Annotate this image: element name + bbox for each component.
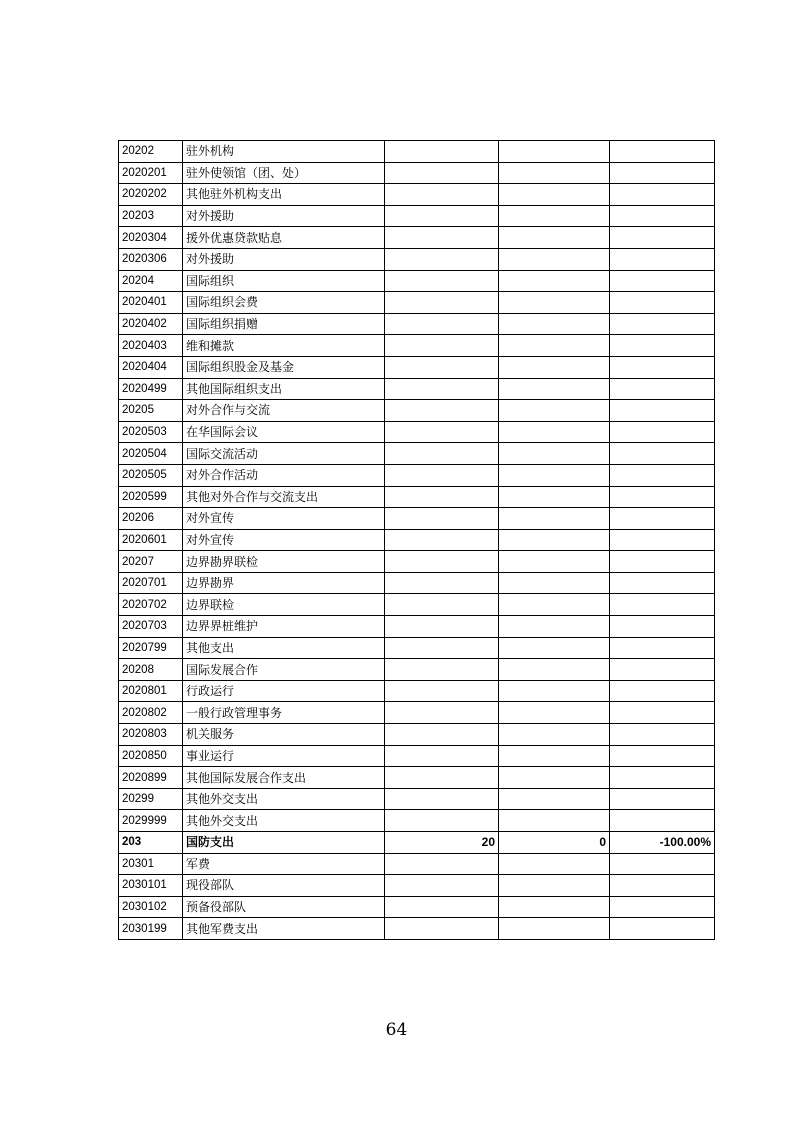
change-percent-cell [610, 853, 715, 875]
amount-cell-2 [499, 184, 610, 206]
amount-cell-2 [499, 616, 610, 638]
change-percent-cell [610, 508, 715, 530]
amount-cell-1 [385, 443, 499, 465]
amount-cell-2 [499, 400, 610, 422]
change-percent-cell [610, 356, 715, 378]
code-cell: 2020499 [119, 378, 183, 400]
amount-cell-2 [499, 248, 610, 270]
table-row [119, 356, 715, 378]
name-cell: 驻外机构 [183, 141, 385, 163]
name-cell: 其他国际组织支出 [183, 378, 385, 400]
table-row [119, 292, 715, 314]
amount-cell-2 [499, 788, 610, 810]
change-percent-cell [610, 184, 715, 206]
change-percent-cell [610, 421, 715, 443]
table-row [119, 896, 715, 918]
amount-cell-2 [499, 724, 610, 746]
change-percent-cell [610, 443, 715, 465]
change-percent-cell [610, 227, 715, 249]
code-cell: 2020601 [119, 529, 183, 551]
code-cell: 2020802 [119, 702, 183, 724]
code-cell: 2030199 [119, 918, 183, 940]
table-row [119, 724, 715, 746]
amount-cell-2 [499, 875, 610, 897]
code-cell: 20299 [119, 788, 183, 810]
amount-cell-2 [499, 421, 610, 443]
change-percent-cell [610, 529, 715, 551]
code-cell: 2020404 [119, 356, 183, 378]
table-row [119, 810, 715, 832]
code-cell: 2020505 [119, 464, 183, 486]
name-cell: 对外合作与交流 [183, 400, 385, 422]
amount-cell-2 [499, 378, 610, 400]
code-cell: 20205 [119, 400, 183, 422]
amount-cell-1 [385, 508, 499, 530]
amount-cell-2 [499, 141, 610, 163]
amount-cell-2 [499, 810, 610, 832]
name-cell: 其他军费支出 [183, 918, 385, 940]
name-cell: 事业运行 [183, 745, 385, 767]
code-cell: 2029999 [119, 810, 183, 832]
code-cell: 20202 [119, 141, 183, 163]
amount-cell-2 [499, 767, 610, 789]
amount-cell-1 [385, 788, 499, 810]
table-row [119, 875, 715, 897]
change-percent-cell [610, 810, 715, 832]
name-cell: 援外优惠贷款贴息 [183, 227, 385, 249]
amount-cell-1 [385, 853, 499, 875]
change-percent-cell [610, 572, 715, 594]
name-cell: 国际交流活动 [183, 443, 385, 465]
code-cell: 2020304 [119, 227, 183, 249]
amount-cell-2 [499, 918, 610, 940]
amount-cell-2 [499, 486, 610, 508]
change-percent-cell [610, 248, 715, 270]
code-cell: 2020703 [119, 616, 183, 638]
code-cell: 2030101 [119, 875, 183, 897]
amount-cell-2 [499, 529, 610, 551]
code-cell: 2020702 [119, 594, 183, 616]
amount-cell-2 [499, 443, 610, 465]
change-percent-cell [610, 616, 715, 638]
amount-cell-1 [385, 810, 499, 832]
table-row [119, 637, 715, 659]
amount-cell-1 [385, 313, 499, 335]
name-cell: 对外合作活动 [183, 464, 385, 486]
code-cell: 2020803 [119, 724, 183, 746]
page-number: 64 [385, 1020, 408, 1040]
change-percent-cell [610, 205, 715, 227]
name-cell: 其他对外合作与交流支出 [183, 486, 385, 508]
table-row [119, 248, 715, 270]
name-cell: 边界勘界 [183, 572, 385, 594]
change-percent-cell [610, 464, 715, 486]
name-cell: 国际组织 [183, 270, 385, 292]
amount-cell-1 [385, 637, 499, 659]
name-cell: 其他支出 [183, 637, 385, 659]
table-row [119, 227, 715, 249]
name-cell: 对外援助 [183, 248, 385, 270]
amount-cell-2 [499, 292, 610, 314]
change-percent-cell [610, 724, 715, 746]
amount-cell-1 [385, 227, 499, 249]
table-row [119, 335, 715, 357]
code-cell: 2020202 [119, 184, 183, 206]
table-row [119, 421, 715, 443]
name-cell: 国际组织股金及基金 [183, 356, 385, 378]
name-cell: 驻外使领馆（团、处） [183, 162, 385, 184]
amount-cell-1 [385, 702, 499, 724]
amount-cell-2 [499, 594, 610, 616]
amount-cell-1 [385, 918, 499, 940]
amount-cell-2 [499, 637, 610, 659]
name-cell: 边界界桩维护 [183, 616, 385, 638]
code-cell: 2020799 [119, 637, 183, 659]
code-cell: 20208 [119, 659, 183, 681]
amount-cell-1 [385, 356, 499, 378]
code-cell: 2020801 [119, 680, 183, 702]
change-percent-cell [610, 486, 715, 508]
amount-cell-1 [385, 724, 499, 746]
code-cell: 2020899 [119, 767, 183, 789]
amount-cell-1 [385, 572, 499, 594]
code-cell: 2020504 [119, 443, 183, 465]
name-cell: 维和摊款 [183, 335, 385, 357]
amount-cell-2 [499, 680, 610, 702]
table-row [119, 853, 715, 875]
amount-cell-1 [385, 184, 499, 206]
amount-cell-2 [499, 227, 610, 249]
name-cell: 对外宣传 [183, 508, 385, 530]
change-percent-cell [610, 400, 715, 422]
name-cell: 国际发展合作 [183, 659, 385, 681]
table-row [119, 313, 715, 335]
name-cell: 边界勘界联检 [183, 551, 385, 573]
code-cell: 2020402 [119, 313, 183, 335]
code-cell: 20301 [119, 853, 183, 875]
amount-cell-1 [385, 421, 499, 443]
code-cell: 20207 [119, 551, 183, 573]
change-percent-cell [610, 594, 715, 616]
change-percent-cell [610, 162, 715, 184]
amount-cell-2 [499, 270, 610, 292]
table-row [119, 702, 715, 724]
amount-cell-2 [499, 702, 610, 724]
amount-cell-2 [499, 853, 610, 875]
name-cell: 国际组织会费 [183, 292, 385, 314]
code-cell: 2020701 [119, 572, 183, 594]
code-cell: 2020201 [119, 162, 183, 184]
table-row [119, 572, 715, 594]
table-row [119, 508, 715, 530]
code-cell: 2020599 [119, 486, 183, 508]
change-percent-cell [610, 659, 715, 681]
change-percent-cell [610, 680, 715, 702]
change-percent-cell [610, 141, 715, 163]
amount-cell-2 [499, 896, 610, 918]
code-cell: 2020401 [119, 292, 183, 314]
amount-cell-1 [385, 486, 499, 508]
amount-cell-2 [499, 572, 610, 594]
change-percent-cell [610, 378, 715, 400]
change-percent-cell [610, 313, 715, 335]
change-percent-cell [610, 335, 715, 357]
budget-table [118, 140, 715, 940]
amount-cell-1 [385, 464, 499, 486]
amount-cell-1 [385, 767, 499, 789]
change-percent-cell [610, 875, 715, 897]
code-cell: 20204 [119, 270, 183, 292]
amount-cell-2 [499, 335, 610, 357]
amount-cell-1 [385, 529, 499, 551]
amount-cell-1 [385, 680, 499, 702]
amount-cell-1 [385, 378, 499, 400]
table-row [119, 767, 715, 789]
name-cell: 其他外交支出 [183, 788, 385, 810]
table-row [119, 680, 715, 702]
change-percent-cell [610, 551, 715, 573]
table-body [119, 141, 715, 940]
amount-cell-2 [499, 659, 610, 681]
code-cell: 2020503 [119, 421, 183, 443]
amount-cell-1 [385, 335, 499, 357]
table-row [119, 659, 715, 681]
name-cell: 在华国际会议 [183, 421, 385, 443]
table-row [119, 378, 715, 400]
table-row [119, 464, 715, 486]
change-percent-cell [610, 745, 715, 767]
change-percent-cell: -100.00% [610, 832, 715, 854]
table-row [119, 594, 715, 616]
table-row [119, 529, 715, 551]
name-cell: 其他驻外机构支出 [183, 184, 385, 206]
table-row [119, 400, 715, 422]
name-cell: 国防支出 [183, 832, 385, 854]
change-percent-cell [610, 702, 715, 724]
amount-cell-1 [385, 162, 499, 184]
amount-cell-2 [499, 551, 610, 573]
amount-cell-2 [499, 356, 610, 378]
amount-cell-1 [385, 205, 499, 227]
amount-cell-1 [385, 659, 499, 681]
amount-cell-1 [385, 896, 499, 918]
code-cell: 2020306 [119, 248, 183, 270]
table-row [119, 745, 715, 767]
code-cell: 203 [119, 832, 183, 854]
amount-cell-2: 0 [499, 832, 610, 854]
change-percent-cell [610, 292, 715, 314]
amount-cell-2 [499, 162, 610, 184]
code-cell: 2030102 [119, 896, 183, 918]
table-row [119, 788, 715, 810]
table-row [119, 205, 715, 227]
amount-cell-1: 20 [385, 832, 499, 854]
amount-cell-2 [499, 313, 610, 335]
change-percent-cell [610, 637, 715, 659]
change-percent-cell [610, 788, 715, 810]
name-cell: 对外宣传 [183, 529, 385, 551]
amount-cell-1 [385, 875, 499, 897]
name-cell: 边界联检 [183, 594, 385, 616]
amount-cell-1 [385, 616, 499, 638]
change-percent-cell [610, 767, 715, 789]
table-row [119, 918, 715, 940]
name-cell: 国际组织捐赠 [183, 313, 385, 335]
amount-cell-2 [499, 508, 610, 530]
name-cell: 机关服务 [183, 724, 385, 746]
amount-cell-2 [499, 745, 610, 767]
table-row [119, 551, 715, 573]
amount-cell-1 [385, 141, 499, 163]
table-row [119, 141, 715, 163]
name-cell: 一般行政管理事务 [183, 702, 385, 724]
table-row [119, 832, 715, 854]
amount-cell-1 [385, 248, 499, 270]
table-row [119, 486, 715, 508]
table-row [119, 616, 715, 638]
code-cell: 2020403 [119, 335, 183, 357]
amount-cell-1 [385, 745, 499, 767]
amount-cell-1 [385, 400, 499, 422]
table-row [119, 184, 715, 206]
table-row [119, 162, 715, 184]
change-percent-cell [610, 896, 715, 918]
amount-cell-2 [499, 205, 610, 227]
name-cell: 军费 [183, 853, 385, 875]
change-percent-cell [610, 270, 715, 292]
amount-cell-2 [499, 464, 610, 486]
amount-cell-1 [385, 270, 499, 292]
amount-cell-1 [385, 551, 499, 573]
amount-cell-1 [385, 292, 499, 314]
table-row [119, 270, 715, 292]
change-percent-cell [610, 918, 715, 940]
code-cell: 2020850 [119, 745, 183, 767]
code-cell: 20203 [119, 205, 183, 227]
name-cell: 其他国际发展合作支出 [183, 767, 385, 789]
code-cell: 20206 [119, 508, 183, 530]
table-row [119, 443, 715, 465]
name-cell: 对外援助 [183, 205, 385, 227]
name-cell: 预备役部队 [183, 896, 385, 918]
name-cell: 行政运行 [183, 680, 385, 702]
name-cell: 现役部队 [183, 875, 385, 897]
name-cell: 其他外交支出 [183, 810, 385, 832]
amount-cell-1 [385, 594, 499, 616]
